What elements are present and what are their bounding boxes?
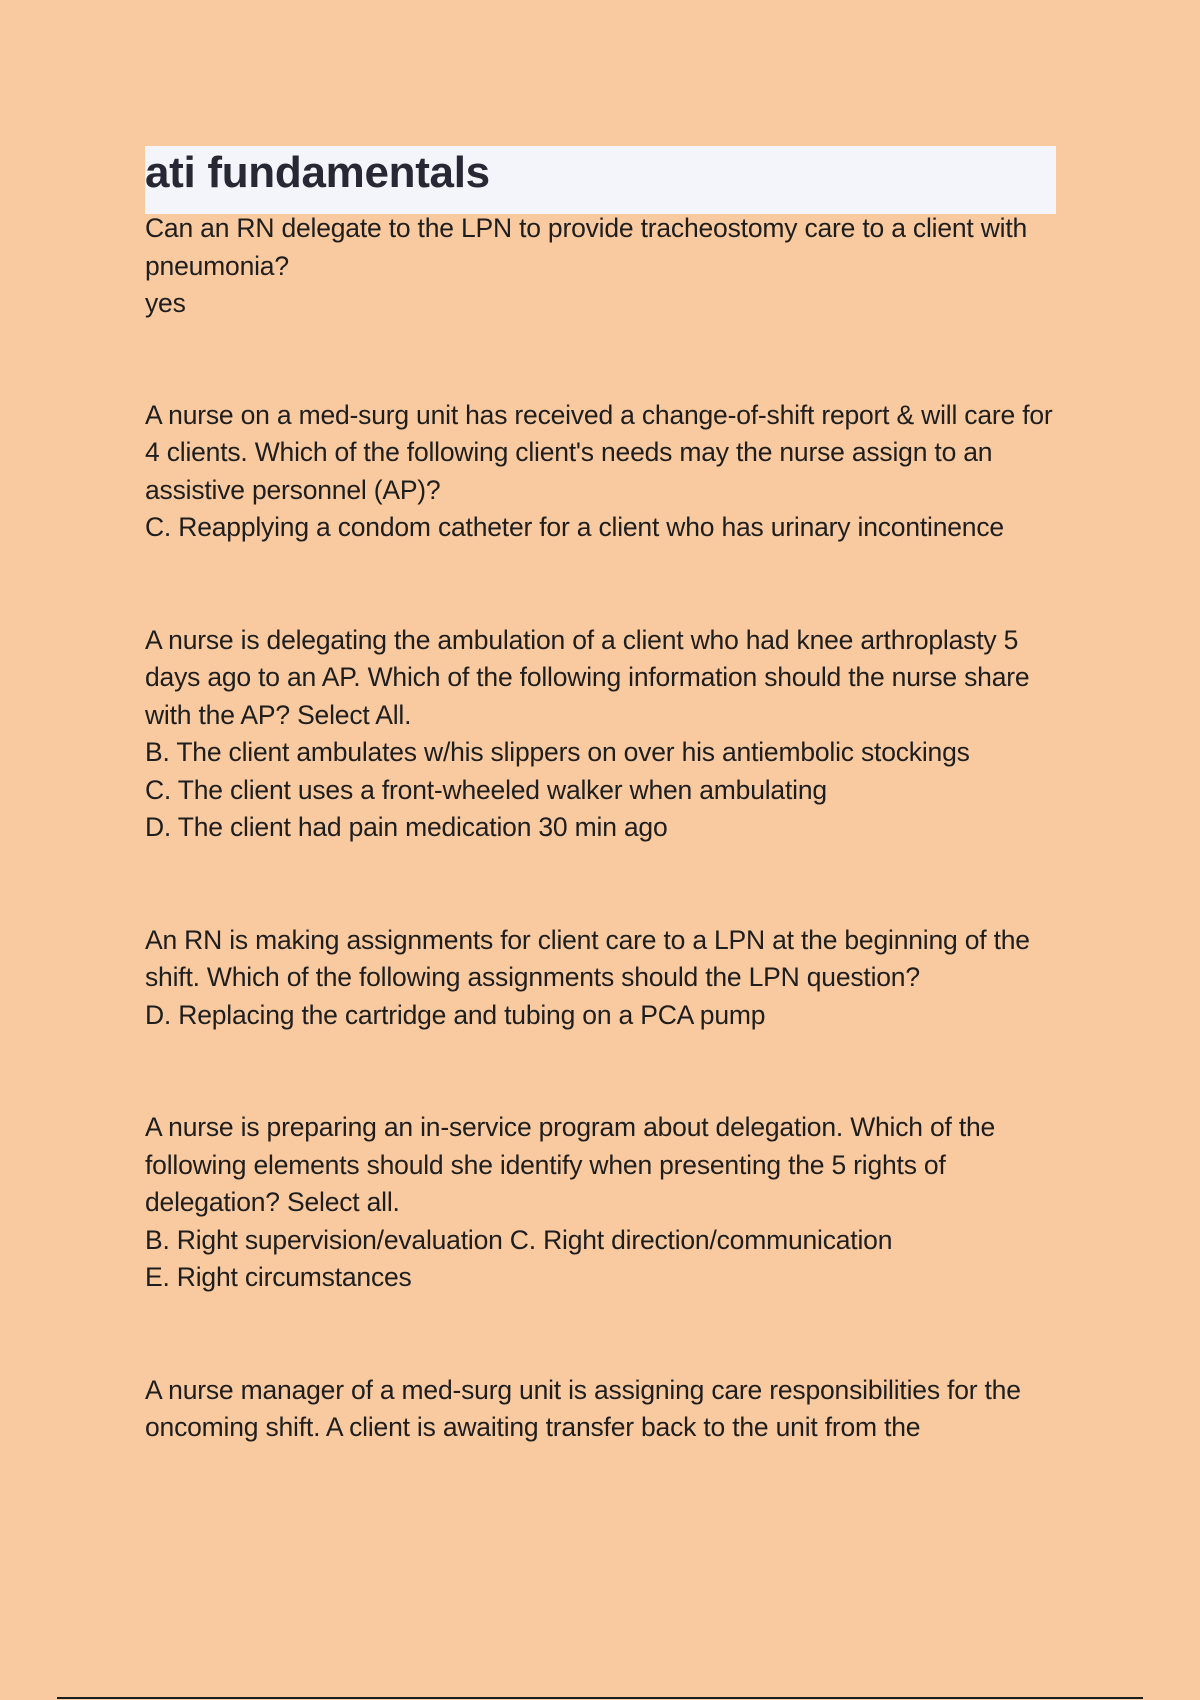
- question-text: A nurse is delegating the ambulation of a client who had knee arthroplasty 5 days ago to an AP. Which of the following information should the nurse share with the AP? Select All.: [145, 624, 1030, 730]
- answer-text: D. Replacing the cartridge and tubing on a PCA pump: [145, 999, 766, 1030]
- question-text: Can an RN delegate to the LPN to provide tracheostomy care to a client with pneumonia?: [145, 213, 1028, 281]
- question-text: A nurse on a med-surg unit has received a change-of-shift report & will care for 4 clients. Which of the following client's needs may the nurse assign to an assistive personnel (AP)?: [145, 399, 1053, 505]
- answer-text: D. The client had pain medication 30 min ago: [145, 812, 668, 842]
- page-bottom-rule: [57, 1697, 1143, 1699]
- answer-text: C. The client uses a front-wheeled walker when ambulating: [145, 774, 827, 805]
- qa-item: [145, 1372, 1065, 1447]
- answer-text: C. Reapplying a condom catheter for a client who has urinary incontinence: [145, 512, 1004, 542]
- qa-item: [145, 1109, 1065, 1297]
- document-body: [145, 210, 1065, 1447]
- qa-item: [145, 397, 1065, 547]
- answer-text: yes: [145, 288, 186, 318]
- question-text: An RN is making assignments for client care to a LPN at the beginning of the shift. Which of the following assignments should the LPN question?: [145, 924, 1030, 992]
- question-text: A nurse is preparing an in-service program about delegation. Which of the following elements should she identify when presenting the 5 rights of delegation? Select all.: [145, 1112, 996, 1217]
- question-text: A nurse manager of a med-surg unit is assigning care responsibilities for the oncoming shift. A client is awaiting transfer back to the unit from the: [145, 1374, 1021, 1442]
- document-title: ati fundamentals: [145, 148, 490, 197]
- answer-text: B. The client ambulates w/his slippers on over his antiembolic stockings: [145, 737, 970, 767]
- qa-item: [145, 210, 1065, 323]
- answer-text: B. Right supervision/evaluation C. Right direction/communication: [145, 1224, 893, 1255]
- answer-text: E. Right circumstances: [145, 1262, 412, 1292]
- qa-item: [145, 622, 1065, 847]
- qa-item: [145, 922, 1065, 1035]
